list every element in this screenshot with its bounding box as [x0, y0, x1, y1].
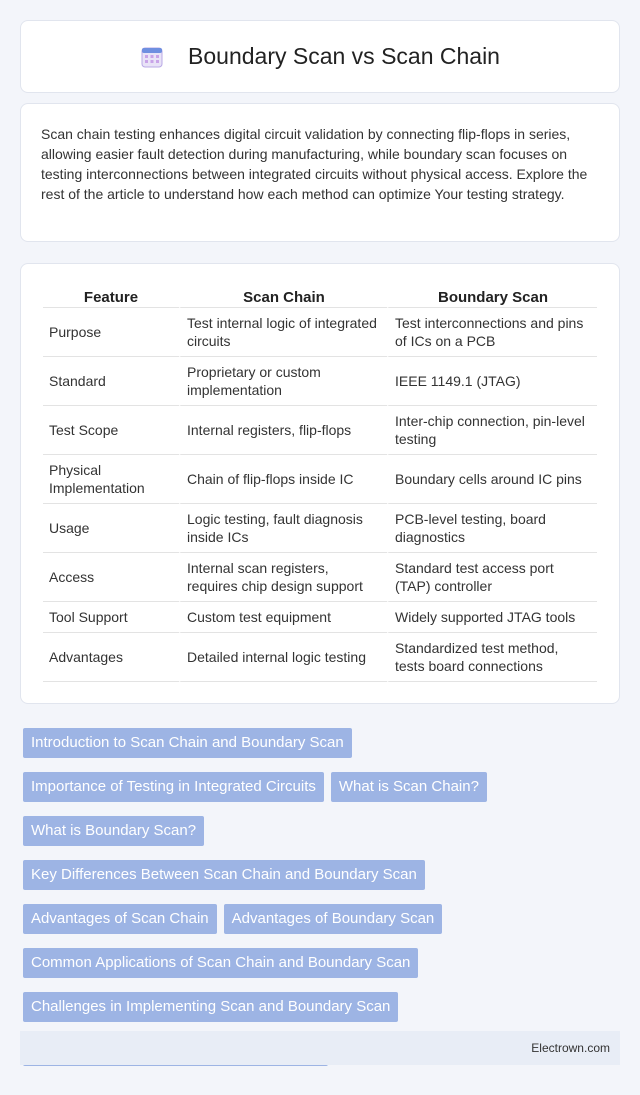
table-cell: Logic testing, fault diagnosis inside ICs [179, 504, 387, 553]
table-cell: Widely supported JTAG tools [387, 602, 597, 633]
table-row [43, 553, 597, 602]
table-cell: Internal registers, flip-flops [179, 406, 387, 455]
link-advantages-boundary-scan[interactable]: Advantages of Boundary Scan [224, 904, 443, 934]
table-row [43, 357, 597, 406]
link-challenges[interactable]: Challenges in Implementing Scan and Boundary Scan [23, 992, 398, 1022]
table-cell: Boundary cells around IC pins [387, 455, 597, 504]
table-row [43, 504, 597, 553]
page-title: Boundary Scan vs Scan Chain [188, 43, 500, 69]
table-row [43, 633, 597, 682]
link-key-differences[interactable]: Key Differences Between Scan Chain and Boundary Scan [23, 860, 425, 890]
column-header-scan-chain: Scan Chain [179, 284, 387, 308]
table-cell: Physical Implementation [43, 455, 179, 504]
intro-text: Scan chain testing enhances digital circuit validation by connecting flip-flops in series, allowing easier fault detection during manufacturing, while boundary scan focuses on testing interconnections between integrated circuits without physical access. Explore the rest of the article to understand how each method can optimize Your testing strategy. [41, 126, 588, 202]
footer-site-name[interactable]: Electrown.com [531, 1041, 610, 1055]
footer [20, 1031, 620, 1065]
intro-card [20, 103, 620, 242]
table-cell: Tool Support [43, 602, 179, 633]
link-advantages-scan-chain[interactable]: Advantages of Scan Chain [23, 904, 217, 934]
table-cell: Internal scan registers, requires chip design support [179, 553, 387, 602]
link-importance-of-testing[interactable]: Importance of Testing in Integrated Circuits [23, 772, 324, 802]
link-common-applications[interactable]: Common Applications of Scan Chain and Boundary Scan [23, 948, 418, 978]
table-cell: Purpose [43, 308, 179, 357]
table-header-row [43, 284, 597, 308]
related-links [23, 728, 623, 1066]
table-row [43, 406, 597, 455]
comparison-table [43, 284, 597, 682]
table-cell: Inter-chip connection, pin-level testing [387, 406, 597, 455]
link-introduction[interactable]: Introduction to Scan Chain and Boundary Scan [23, 728, 352, 758]
link-what-is-boundary-scan[interactable]: What is Boundary Scan? [23, 816, 204, 846]
column-header-boundary-scan: Boundary Scan [387, 284, 597, 308]
table-cell: IEEE 1149.1 (JTAG) [387, 357, 597, 406]
table-cell: Test Scope [43, 406, 179, 455]
table-cell: PCB-level testing, board diagnostics [387, 504, 597, 553]
table-cell: Standard test access port (TAP) controller [387, 553, 597, 602]
table-cell: Custom test equipment [179, 602, 387, 633]
comparison-table-card [20, 263, 620, 704]
table-cell: Standardized test method, tests board connections [387, 633, 597, 682]
table-row [43, 455, 597, 504]
table-cell: Detailed internal logic testing [179, 633, 387, 682]
table-cell: Access [43, 553, 179, 602]
table-cell: Proprietary or custom implementation [179, 357, 387, 406]
table-row [43, 308, 597, 357]
table-row [43, 602, 597, 633]
link-what-is-scan-chain[interactable]: What is Scan Chain? [331, 772, 487, 802]
header-card [20, 20, 620, 93]
table-cell: Advantages [43, 633, 179, 682]
calendar-icon [140, 45, 164, 69]
table-cell: Test internal logic of integrated circuits [179, 308, 387, 357]
table-cell: Chain of flip-flops inside IC [179, 455, 387, 504]
table-cell: Usage [43, 504, 179, 553]
column-header-feature: Feature [43, 284, 179, 308]
table-cell: Standard [43, 357, 179, 406]
table-cell: Test interconnections and pins of ICs on a PCB [387, 308, 597, 357]
